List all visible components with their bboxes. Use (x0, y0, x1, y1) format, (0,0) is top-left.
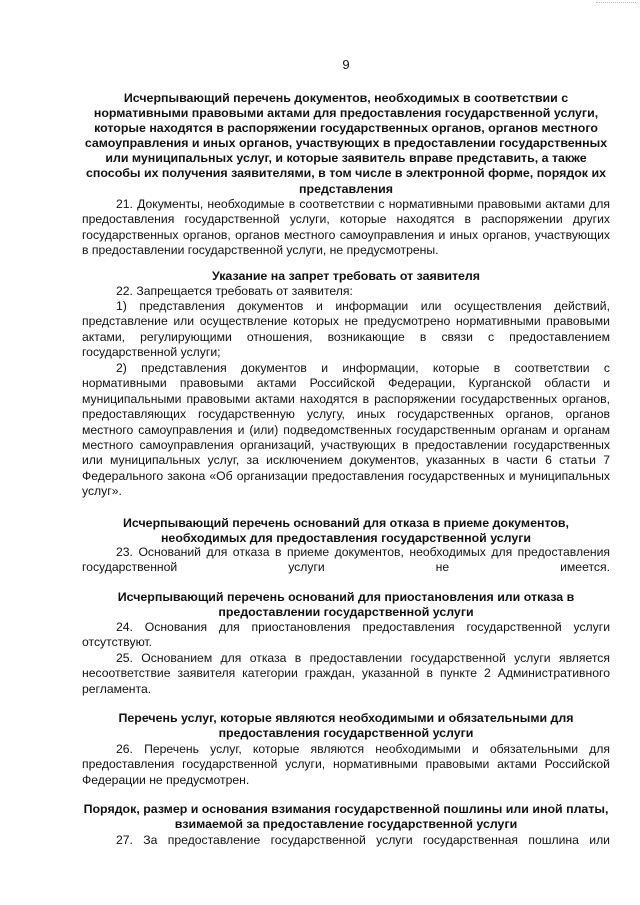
page-number: 9 (342, 57, 350, 72)
section-heading-state-fee: Порядок, размер и основания взимания государственной пошлины или иной платы, взимаемой за предоставление государственной услуги (83, 802, 609, 832)
paragraph-22-item-1: 1) представления документов и информации или осуществления действий, представление или осуществление которых не предусмотрено нормативными правовыми актами, регулирующими отношения, возникающие в связи с предоставлением государственной услуги; (82, 299, 610, 360)
paragraph-24: 24. Основания для приостановления предоставления государственной услуги отсутствуют. (82, 620, 610, 650)
paragraph-26: 26. Перечень услуг, которые являются необходимыми и обязательными для предоставления государственной услуги, нормативными правовыми актами Российской Федерации не предусмотрен. (82, 742, 610, 787)
section-heading-prohibition: Указание на запрет требовать от заявителя (211, 269, 481, 283)
paragraph-27: 27. За предоставление государственной услуги государственная пошлина или (116, 833, 610, 847)
section-heading-suspension-refusal: Исчерпывающий перечень оснований для приостановления или отказа в предоставлении государственной услуги (117, 590, 575, 620)
paragraph-21: 21. Документы, необходимые в соответствии с нормативными правовыми актами для предоставления государственной услуги, которые находятся в распоряжении других государственных органов, органов местного самоуправления и иных органов, участвующих в предоставлении государственной услуги, не предусмотрены. (82, 197, 610, 258)
paragraph-22: 22. Запрещается требовать от заявителя: (116, 284, 353, 298)
section-heading-documents-list: Исчерпывающий перечень документов, необходимых в соответствии с нормативными правовыми актами для предоставления государственной услуги, которые находятся в распоряжении государственных органов, органов местного самоуправления и иных органов, участвующих в предоставлении государственных или муниципальных услуг, и которые заявитель вправе представить, а также способы их получения заявителями, в том числе в электронной форме, порядок их представления (84, 91, 608, 196)
scan-artifact (596, 2, 636, 5)
paragraph-22-item-2: 2) представления документов и информации, которые в соответствии с нормативными правовыми актами Российской Федерации, Курганской области и муниципальными правовыми актами находятся в распоряжении государственных органов, предоставляющих государственную услугу, иных государственных органов, органов местного самоуправления и (или) подведомственных государственным органам и органам местного самоуправления организаций, участвующих в предоставлении государственных или муниципальных услуг, за исключением документов, указанных в части 6 статьи 7 Федерального закона «Об организации предоставления государственных и муниципальных услуг». (82, 361, 610, 499)
section-heading-refusal-acceptance: Исчерпывающий перечень оснований для отказа в приеме документов, необходимых для предоставления государственной услуги (123, 516, 569, 546)
paragraph-25: 25. Основанием для отказа в предоставлении государственной услуги является несоответствие заявителя категории граждан, указанной в пункте 2 Административного регламента. (82, 651, 610, 696)
paragraph-23: 23. Оснований для отказа в приеме документов, необходимых для предоставления государственной услуги не имеется. (82, 545, 610, 575)
section-heading-necessary-services: Перечень услуг, которые являются необходимыми и обязательными для предоставления государственной услуги (118, 711, 574, 741)
